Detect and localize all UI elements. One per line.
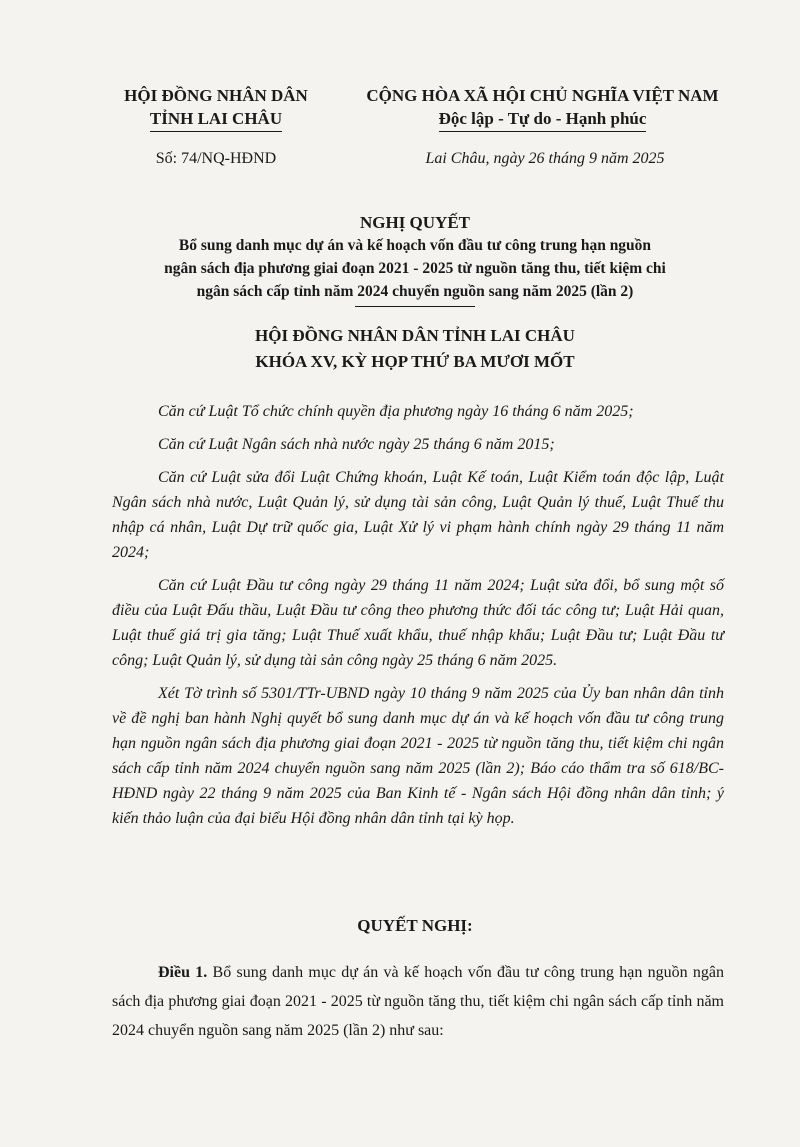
- legal-basis-paragraph: Xét Tờ trình số 5301/TTr-UBND ngày 10 tháng 9 năm 2025 của Ủy ban nhân dân tỉnh về đề nghị ban hành Nghị quyết bổ sung danh mục dự án và kế hoạch vốn đầu tư công trung hạn nguồn ngân sách địa phương giai đoạn 2021 - 2025 từ nguồn tăng thu, tiết kiệm chi ngân sách cấp tỉnh năm 2024 chuyển nguồn sang năm 2025 (lần 2); Báo cáo thẩm tra số 618/BC-HĐND ngày 22 tháng 9 năm 2025 của Ban Kinh tế - Ngân sách Hội đồng nhân dân tỉnh; ý kiến thảo luận của đại biểu Hội đồng nhân dân tỉnh tại kỳ họp.: [112, 685, 724, 827]
- issuing-authority: [100, 84, 332, 132]
- article-1: [112, 958, 724, 1045]
- council-heading: [95, 323, 735, 375]
- document-number: Số: 74/NQ-HĐND: [155, 150, 277, 167]
- title-divider: [355, 306, 475, 307]
- article-1-text: Bổ sung danh mục dự án và kế hoạch vốn đầu tư công trung hạn nguồn ngân sách địa phương giai đoạn 2021 - 2025 từ nguồn tăng thu, tiết kiệm chi ngân sách cấp tỉnh năm 2024 chuyển nguồn sang năm 2025 (lần 2) như sau:: [112, 964, 724, 1039]
- title-main: NGHỊ QUYẾT: [359, 213, 471, 232]
- national-motto: [345, 84, 740, 132]
- document-title: [95, 212, 735, 307]
- decision-heading: QUYẾT NGHỊ:: [357, 916, 473, 935]
- legal-basis-paragraph: Căn cứ Luật Tổ chức chính quyền địa phương ngày 16 tháng 6 năm 2025;: [158, 403, 634, 420]
- title-sub-line2: ngân sách địa phương giai đoạn 2021 - 2025 từ nguồn tăng thu, tiết kiệm chi: [164, 260, 666, 277]
- legal-basis-paragraph: Căn cứ Luật Ngân sách nhà nước ngày 25 tháng 6 năm 2015;: [158, 436, 555, 453]
- place-date: Lai Châu, ngày 26 tháng 9 năm 2025: [425, 150, 665, 167]
- national-motto-line1: CỘNG HÒA XÃ HỘI CHỦ NGHĨA VIỆT NAM: [366, 86, 719, 105]
- council-line2: KHÓA XV, KỲ HỌP THỨ BA MƯƠI MỐT: [255, 352, 575, 371]
- council-line1: HỘI ĐỒNG NHÂN DÂN TỈNH LAI CHÂU: [255, 326, 575, 345]
- article-1-paragraph: [112, 958, 724, 1045]
- article-1-label: Điều 1.: [158, 964, 208, 981]
- title-sub-line1: Bổ sung danh mục dự án và kế hoạch vốn đầu tư công trung hạn nguồn: [178, 237, 652, 254]
- legal-basis: [112, 399, 724, 839]
- national-motto-line2: Độc lập - Tự do - Hạnh phúc: [439, 107, 647, 132]
- issuing-authority-line2: TỈNH LAI CHÂU: [150, 107, 282, 132]
- title-sub-line3: ngân sách cấp tỉnh năm 2024 chuyển nguồn sang năm 2025 (lần 2): [196, 283, 634, 300]
- legal-basis-paragraph: Căn cứ Luật sửa đổi Luật Chứng khoán, Luật Kế toán, Luật Kiểm toán độc lập, Luật Ngân sách nhà nước, Luật Quản lý, sử dụng tài sản công, Luật Quản lý thuế, Luật Thuế thu nhập cá nhân, Luật Dự trữ quốc gia, Luật Xử lý vi phạm hành chính ngày 29 tháng 11 năm 2024;: [112, 469, 724, 561]
- legal-basis-paragraph: Căn cứ Luật Đầu tư công ngày 29 tháng 11 năm 2024; Luật sửa đổi, bổ sung một số điều của Luật Đấu thầu, Luật Đầu tư công theo phương thức đối tác công tư; Luật Hải quan, Luật thuế giá trị gia tăng; Luật Thuế xuất khẩu, thuế nhập khẩu; Luật Đầu tư; Luật Đầu tư công; Luật Quản lý, sử dụng tài sản công ngày 25 tháng 6 năm 2025.: [112, 577, 724, 669]
- issuing-authority-line1: HỘI ĐỒNG NHÂN DÂN: [124, 86, 308, 105]
